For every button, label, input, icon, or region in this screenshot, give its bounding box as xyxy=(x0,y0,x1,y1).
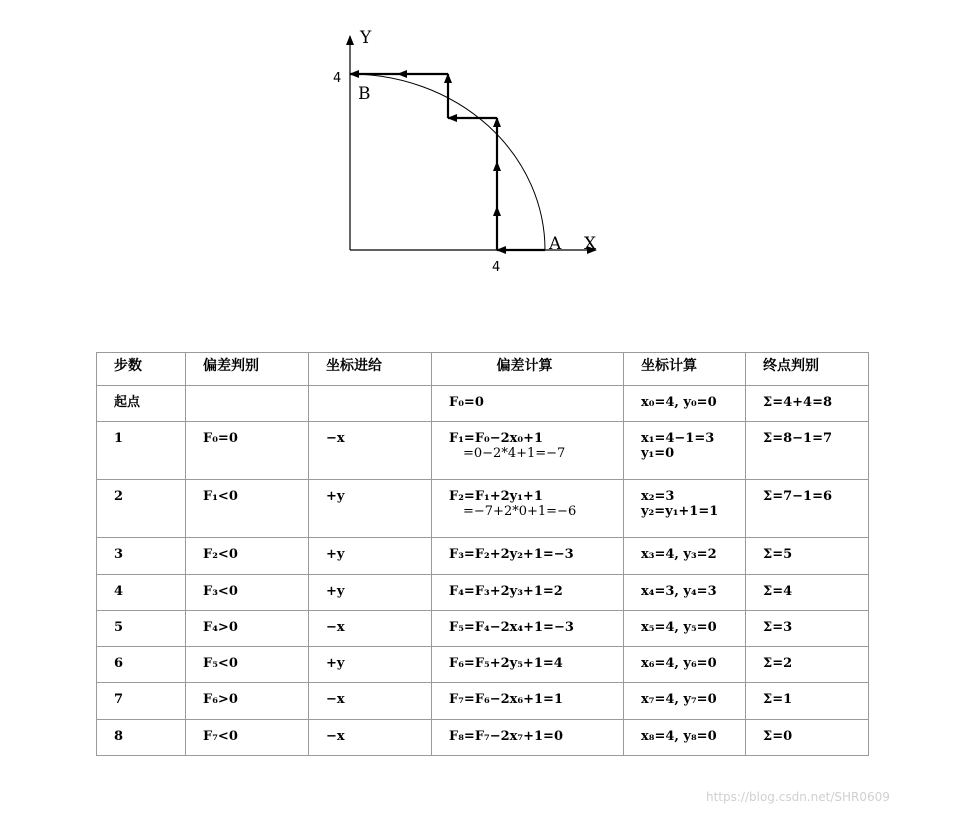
cell-step-text: 6 xyxy=(114,656,124,672)
cell-coord xyxy=(624,719,746,755)
cell-feed xyxy=(309,386,432,422)
cell-end-text: Σ=0 xyxy=(763,728,793,744)
table-row xyxy=(97,538,869,574)
cell-judge xyxy=(186,647,309,683)
cell-coord xyxy=(624,683,746,719)
cell-step xyxy=(97,480,186,538)
table-row xyxy=(97,647,869,683)
header-step: 步数 xyxy=(97,353,186,386)
cell-feed-text: +y xyxy=(326,583,345,599)
cell-calc-text: F₆=F₅+2y₅+1=4 xyxy=(449,656,563,672)
diagram-svg xyxy=(0,0,962,300)
cell-judge-text: F₃<0 xyxy=(203,583,238,599)
cell-end-text: Σ=5 xyxy=(763,547,793,563)
cell-coord-text: x₀=4, y₀=0 xyxy=(641,395,717,410)
cell-step-text: 2 xyxy=(114,489,124,505)
cell-calc-text: =−7+2*0+1=−6 xyxy=(463,504,577,520)
cell-end-text: Σ=3 xyxy=(763,619,793,635)
cell-coord xyxy=(624,422,746,480)
cell-judge-text: F₇<0 xyxy=(203,728,238,744)
cell-coord-text: x₄=3, y₄=3 xyxy=(641,583,717,599)
cell-judge xyxy=(186,574,309,610)
cell-step xyxy=(97,538,186,574)
cell-end xyxy=(746,610,869,646)
cell-calc-text: F₃=F₂+2y₂+1=−3 xyxy=(449,547,574,563)
cell-calc xyxy=(432,480,624,538)
cell-feed xyxy=(309,719,432,755)
cell-judge-text: F₀=0 xyxy=(203,431,238,447)
cell-step xyxy=(97,610,186,646)
cell-feed xyxy=(309,647,432,683)
table-row xyxy=(97,610,869,646)
cell-coord xyxy=(624,574,746,610)
cell-step-text: 1 xyxy=(114,431,124,447)
table-row xyxy=(97,422,869,480)
cell-step xyxy=(97,683,186,719)
point-b-label: B xyxy=(358,84,371,104)
cell-feed xyxy=(309,480,432,538)
cell-coord-text: x₇=4, y₇=0 xyxy=(641,692,717,708)
cell-judge-text: F₂<0 xyxy=(203,547,238,563)
cell-end xyxy=(746,719,869,755)
cell-step-text: 4 xyxy=(114,583,124,599)
cell-coord-text: x₁=4−1=3 xyxy=(641,431,715,447)
cell-coord xyxy=(624,538,746,574)
cell-feed-text: +y xyxy=(326,656,345,672)
cell-step-text: 8 xyxy=(114,728,124,744)
cell-end xyxy=(746,683,869,719)
cell-end-text: Σ=4 xyxy=(763,583,793,599)
table-header-row xyxy=(97,353,869,386)
header-deviation-judge: 偏差判别 xyxy=(186,353,309,386)
cell-coord-text: x₂=3 xyxy=(641,489,675,505)
cell-end-text: Σ=8−1=7 xyxy=(763,431,833,447)
cell-calc xyxy=(432,719,624,755)
header-deviation-calc: 偏差计算 xyxy=(432,353,624,386)
cell-feed-text: −x xyxy=(326,619,345,635)
cell-calc-text: F₄=F₃+2y₃+1=2 xyxy=(449,583,563,599)
table-row xyxy=(97,574,869,610)
cell-step-text: 起点 xyxy=(114,395,141,410)
cell-coord-text: y₂=y₁+1=1 xyxy=(641,504,719,520)
watermark: https://blog.csdn.net/SHR0609 xyxy=(706,790,890,804)
cell-calc xyxy=(432,683,624,719)
cell-judge-text: F₄>0 xyxy=(203,619,238,635)
cell-step-text: 7 xyxy=(114,692,124,708)
cell-end-text: Σ=1 xyxy=(763,692,793,708)
cell-end xyxy=(746,647,869,683)
cell-judge xyxy=(186,719,309,755)
header-end-judge: 终点判别 xyxy=(746,353,869,386)
cell-step xyxy=(97,386,186,422)
cell-feed xyxy=(309,574,432,610)
cell-coord-text: x₃=4, y₃=2 xyxy=(641,547,717,563)
cell-calc-text: F₅=F₄−2x₄+1=−3 xyxy=(449,619,574,635)
cell-end-text: Σ=4+4=8 xyxy=(763,395,833,410)
cell-calc xyxy=(432,647,624,683)
cell-coord-text: x₆=4, y₆=0 xyxy=(641,656,717,672)
cell-feed-text: −x xyxy=(326,728,345,744)
cell-step xyxy=(97,574,186,610)
cell-coord xyxy=(624,480,746,538)
table-row xyxy=(97,683,869,719)
cell-feed-text: −x xyxy=(326,692,345,708)
cell-feed xyxy=(309,422,432,480)
cell-calc xyxy=(432,610,624,646)
cell-judge xyxy=(186,422,309,480)
cell-coord xyxy=(624,386,746,422)
cell-judge-text: F₅<0 xyxy=(203,656,238,672)
cell-judge xyxy=(186,480,309,538)
cell-judge-text: F₆>0 xyxy=(203,692,238,708)
cell-calc-text: F₇=F₆−2x₆+1=1 xyxy=(449,692,563,708)
cell-end xyxy=(746,538,869,574)
header-coordinate-feed: 坐标进给 xyxy=(309,353,432,386)
cell-end-text: Σ=7−1=6 xyxy=(763,489,833,505)
cell-calc-text: F₀=0 xyxy=(449,395,484,410)
cell-judge xyxy=(186,683,309,719)
cell-calc xyxy=(432,386,624,422)
cell-calc xyxy=(432,574,624,610)
table-row xyxy=(97,480,869,538)
cell-calc xyxy=(432,422,624,480)
x-tick-label: 4 xyxy=(492,260,501,275)
cell-calc-text: F₁=F₀−2x₀+1 xyxy=(449,431,544,447)
cell-coord xyxy=(624,647,746,683)
table-row xyxy=(97,386,869,422)
cell-judge xyxy=(186,610,309,646)
cell-calc-text: =0−2*4+1=−7 xyxy=(463,446,566,462)
cell-step-text: 5 xyxy=(114,619,124,635)
cell-feed-text: +y xyxy=(326,489,345,505)
cell-end xyxy=(746,574,869,610)
cell-coord xyxy=(624,610,746,646)
y-tick-label: 4 xyxy=(333,71,342,86)
cell-coord-text: y₁=0 xyxy=(641,446,675,462)
cell-end xyxy=(746,480,869,538)
cell-end-text: Σ=2 xyxy=(763,656,793,672)
cell-calc-text: F₂=F₁+2y₁+1 xyxy=(449,489,543,505)
cell-step xyxy=(97,422,186,480)
cell-judge xyxy=(186,386,309,422)
x-axis-label: X xyxy=(584,234,597,254)
header-coordinate-calc: 坐标计算 xyxy=(624,353,746,386)
cell-feed xyxy=(309,683,432,719)
cell-feed xyxy=(309,538,432,574)
cell-judge xyxy=(186,538,309,574)
y-axis-label: Y xyxy=(360,28,372,48)
cell-feed-text: −x xyxy=(326,431,345,447)
cell-calc-text: F₈=F₇−2x₇+1=0 xyxy=(449,728,563,744)
interpolation-diagram xyxy=(0,0,962,300)
table-row xyxy=(97,719,869,755)
cell-coord-text: x₅=4, y₅=0 xyxy=(641,619,717,635)
cell-end xyxy=(746,386,869,422)
cell-step-text: 3 xyxy=(114,547,124,563)
point-a-label: A xyxy=(549,234,562,254)
cell-coord-text: x₈=4, y₈=0 xyxy=(641,728,717,744)
cell-calc xyxy=(432,538,624,574)
cell-step xyxy=(97,647,186,683)
cell-end xyxy=(746,422,869,480)
cell-judge-text: F₁<0 xyxy=(203,489,238,505)
cell-feed-text: +y xyxy=(326,547,345,563)
cell-step xyxy=(97,719,186,755)
cell-feed xyxy=(309,610,432,646)
interpolation-steps-table xyxy=(96,352,869,756)
